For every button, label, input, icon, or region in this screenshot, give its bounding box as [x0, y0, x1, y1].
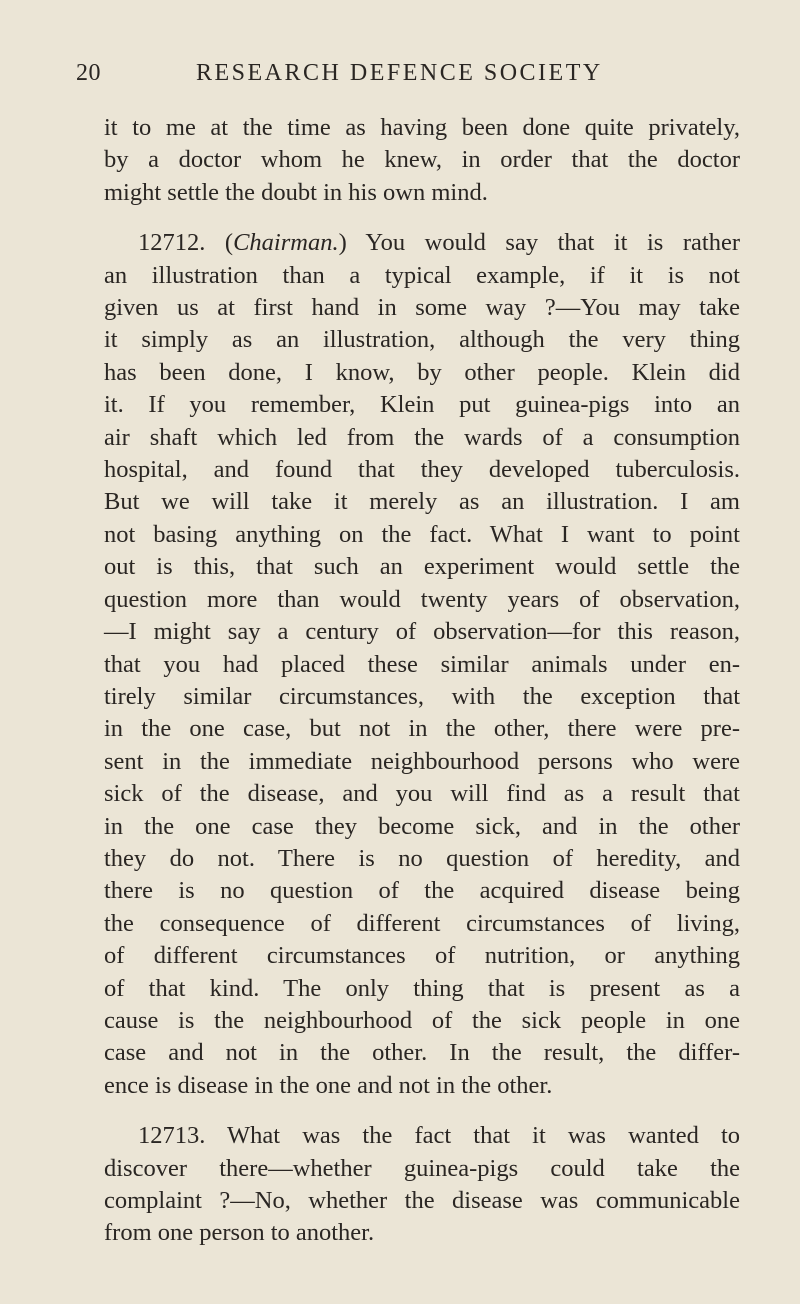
running-head: RESEARCH DEFENCE SOCIETY	[196, 60, 603, 86]
text-line: might settle the doubt in his own mind.	[104, 178, 488, 206]
text-line: air shaft which led from the wards of a consumption	[104, 423, 740, 451]
text-line: sick of the disease, and you will find as a result that	[104, 780, 740, 808]
text-line: question more than would twenty years of observation,	[104, 585, 740, 613]
text-line: that you had placed these similar animals under en-	[104, 650, 740, 678]
text-line: not basing anything on the fact. What I want to point	[104, 520, 740, 548]
text-line: the consequence of different circumstances of living,	[104, 909, 740, 937]
text-line: in the one case, but not in the other, there were pre-	[104, 715, 740, 743]
page-number: 20	[76, 60, 101, 86]
text-fragment: What was the fact that it was wanted to	[227, 1122, 740, 1150]
question-number: 12713.	[138, 1122, 206, 1150]
speaker-label: Chairman.	[233, 229, 339, 257]
text-line: of that kind. The only thing that is present as a	[104, 974, 740, 1002]
paragraph-continuation	[104, 112, 740, 209]
text-line: by a doctor whom he knew, in order that the doctor	[104, 146, 740, 174]
text-line: sent in the immediate neighbourhood persons who were	[104, 747, 740, 775]
text-line: it simply as an illustration, although the very thing	[104, 326, 740, 354]
paragraph-question-12713	[104, 1120, 740, 1250]
paragraph-question-12712	[104, 227, 740, 1102]
text-line: in the one case they become sick, and in the other	[104, 812, 740, 840]
text-line: has been done, I know, by other people. Klein did	[104, 358, 740, 386]
text-fragment: You would say that it is rather	[365, 229, 740, 257]
text-line: there is no question of the acquired disease being	[104, 877, 740, 905]
text-line: given us at first hand in some way ?—You may take	[104, 294, 740, 322]
text-line: they do not. There is no question of heredity, and	[104, 844, 740, 872]
text-line: 12712. (Chairman.) You would say that it is rather	[138, 229, 740, 257]
text-line: tirely similar circumstances, with the exception that	[104, 682, 740, 710]
text-line: it. If you remember, Klein put guinea-pigs into an	[104, 391, 740, 419]
text-line: cause is the neighbourhood of the sick people in one	[104, 1006, 740, 1034]
text-line: hospital, and found that they developed tuberculosis.	[104, 456, 740, 484]
text-line: complaint ?—No, whether the disease was communicable	[104, 1187, 740, 1214]
text-line: —I might say a century of observation—for this reason,	[104, 618, 740, 646]
page-header	[76, 60, 732, 94]
text-line: ence is disease in the one and not in the other.	[104, 1071, 553, 1099]
text-line: case and not in the other. In the result, the differ-	[104, 1039, 740, 1067]
text-line: it to me at the time as having been done quite privately,	[104, 114, 740, 141]
text-line: an illustration than a typical example, if it is not	[104, 261, 740, 289]
text-line: discover there—whether guinea-pigs could take the	[104, 1154, 740, 1182]
text-line: of different circumstances of nutrition, or anything	[104, 942, 740, 970]
text-line: from one person to another.	[104, 1219, 375, 1247]
text-line: But we will take it merely as an illustration. I am	[104, 488, 740, 516]
text-line	[104, 1120, 740, 1152]
text-line: out is this, that such an experiment would settle the	[104, 553, 740, 581]
question-number: 12712.	[138, 229, 206, 257]
body-text	[104, 112, 740, 1268]
